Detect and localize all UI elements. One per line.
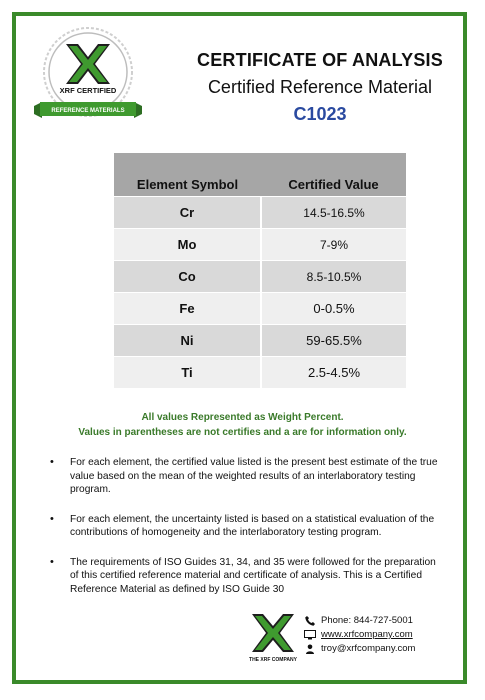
table-row — [114, 229, 406, 261]
xrf-company-logo — [244, 612, 302, 664]
element-symbol: Fe — [114, 293, 261, 325]
certified-value: 0-0.5% — [261, 293, 406, 325]
contact-info — [304, 614, 415, 656]
seal-top-text: XRF CERTIFIED — [59, 86, 117, 95]
email-row — [304, 642, 415, 656]
table-row — [114, 325, 406, 357]
certified-value: 8.5-10.5% — [261, 261, 406, 293]
monitor-icon — [304, 630, 316, 640]
weight-percent-notes — [40, 410, 445, 440]
table-row — [114, 357, 406, 389]
table-row — [114, 261, 406, 293]
header-titles — [170, 50, 470, 125]
website-row — [304, 628, 415, 642]
logo-text: THE XRF COMPANY — [249, 657, 297, 663]
certification-notes-list — [48, 456, 443, 612]
phone-icon — [304, 616, 316, 626]
list-item: • For each element, the certified value listed is the present best estimate of the true value based on the mean of the weighted results of an interlaboratory testing program. — [48, 456, 443, 497]
phone-number: Phone: 844-727-5001 — [321, 615, 413, 626]
table-row — [114, 197, 406, 229]
element-symbol: Ti — [114, 357, 261, 389]
element-symbol: Cr — [114, 197, 261, 229]
element-symbol: Co — [114, 261, 261, 293]
certified-value: 14.5-16.5% — [261, 197, 406, 229]
phone-row — [304, 614, 415, 628]
page-title: CERTIFICATE OF ANALYSIS — [197, 50, 443, 70]
website-link[interactable]: www.xrfcompany.com — [321, 629, 413, 640]
table-row — [114, 293, 406, 325]
seal-ribbon-text: REFERENCE MATERIALS — [51, 108, 125, 114]
column-header-element-symbol: Element Symbol — [114, 153, 261, 197]
person-icon — [304, 644, 316, 654]
certified-value: 59-65.5% — [261, 325, 406, 357]
note-line-1: All values Represented as Weight Percent. — [141, 412, 344, 423]
note-line-2: Values in parentheses are not certifies and a are for information only. — [78, 427, 407, 438]
element-symbol: Mo — [114, 229, 261, 261]
column-header-certified-value: Certified Value — [261, 153, 406, 197]
element-symbol: Ni — [114, 325, 261, 357]
list-item: • For each element, the uncertainty listed is based on a statistical evaluation of the contributions of homogeneity and the interlaboratory testing program. — [48, 513, 443, 540]
page-subtitle: Certified Reference Material — [207, 77, 433, 97]
material-code: C1023 — [293, 104, 347, 124]
certified-value: 2.5-4.5% — [261, 357, 406, 389]
email-address[interactable]: troy@xrfcompany.com — [321, 643, 416, 654]
xrf-certified-seal-logo — [28, 26, 148, 130]
certified-values-table — [114, 153, 406, 388]
list-item: • The requirements of ISO Guides 31, 34, and 35 were followed for the preparation of this certified reference material and certificate of analysis. This is a Certified Reference Material as defined by ISO Guide 30 — [48, 556, 443, 597]
certified-value: 7-9% — [261, 229, 406, 261]
